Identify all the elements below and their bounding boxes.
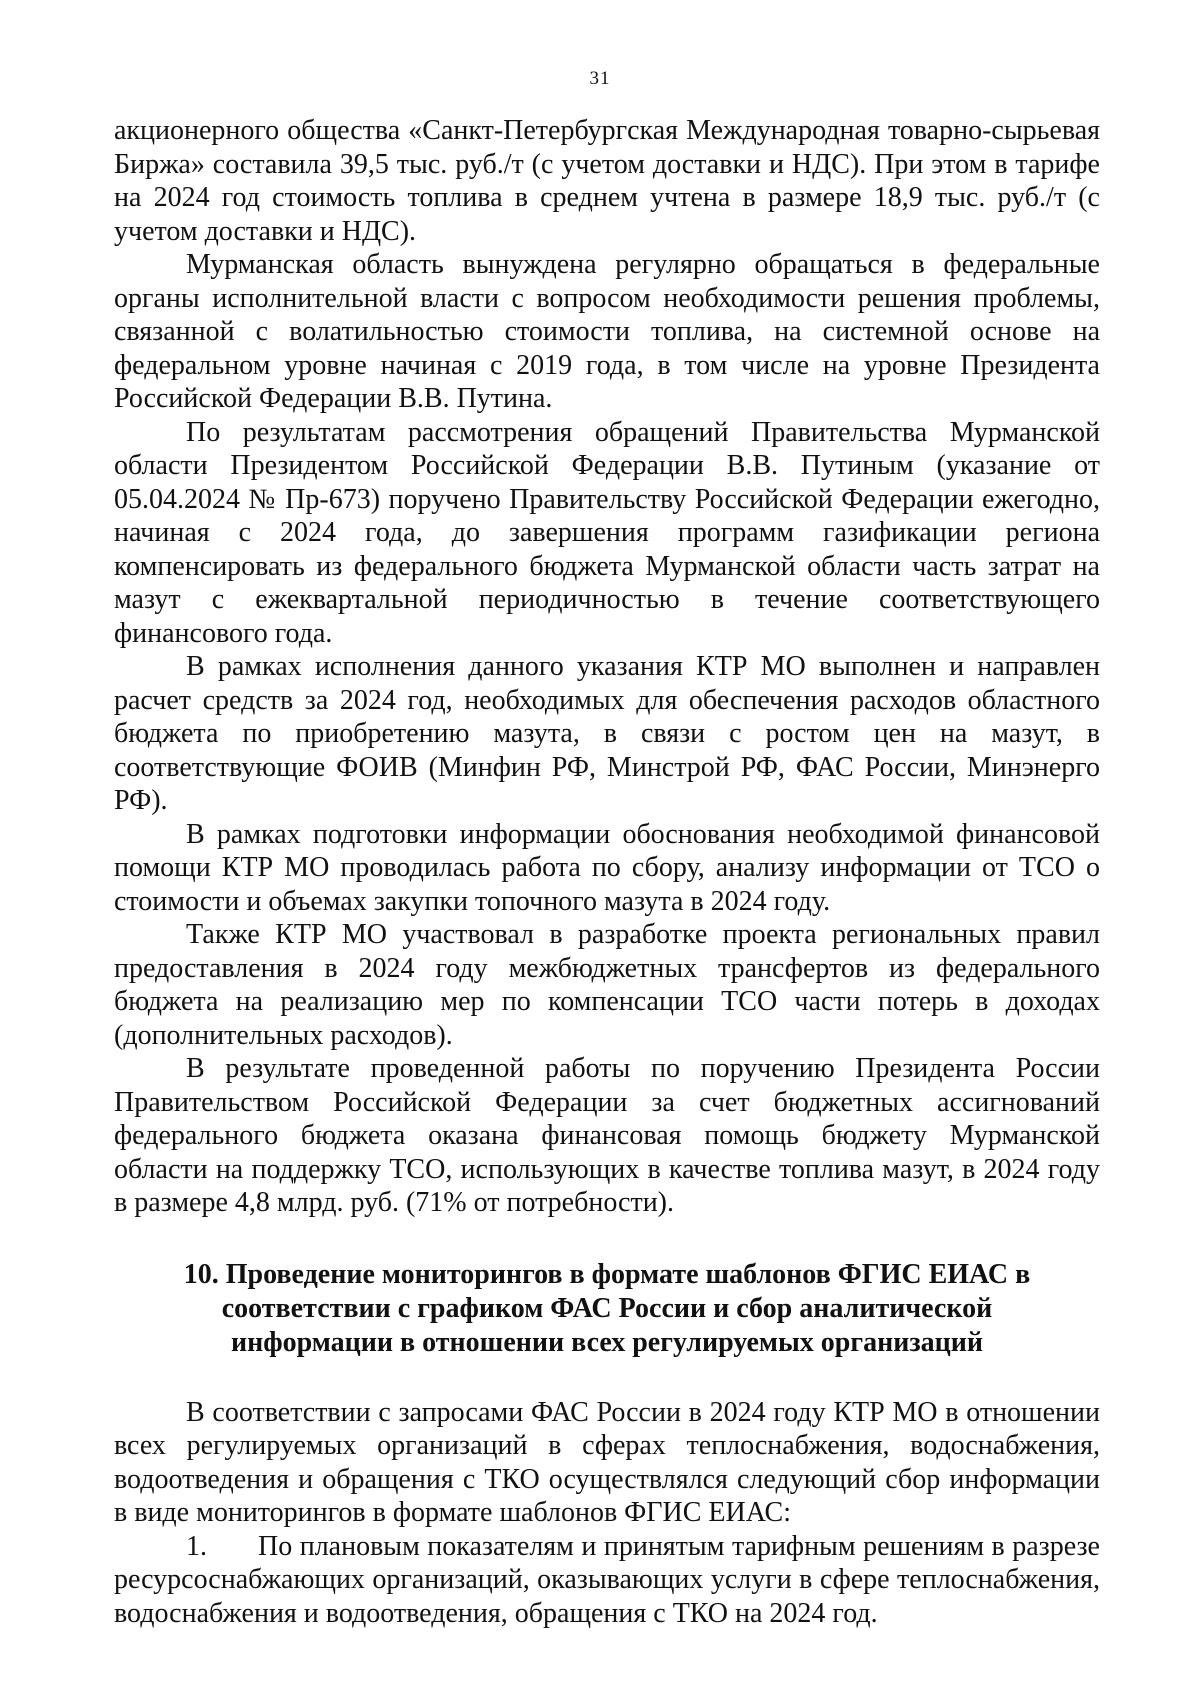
list-item-number: 1.: [186, 1530, 207, 1562]
section-intro: В соответствии с запросами ФАС России в 2024 году КТР МО в отношении всех регулируемых организаций в сферах теплоснабжения, водоснабжения, водоотведения и обращения с ТКО осуществлялся следующий сбор информации в виде мониторингов в формате шаблонов ФГИС ЕИАС:: [114, 1396, 1100, 1528]
paragraph: В рамках исполнения данного указания КТР МО выполнен и направлен расчет средств за 2024 год, необходимых для обеспечения расходов областного бюджета по приобретению мазута, в связи с ростом цен на мазут, в соответствующие ФОИВ (Минфин РФ, Минстрой РФ, ФАС России, Минэнерго РФ).: [114, 651, 1100, 816]
paragraph: По результатам рассмотрения обращений Правительства Мурманской области Президентом Российской Федерации В.В. Путиным (указание от 05.04.2024 № Пр-673) поручено Правительству Российской Федерации ежегодно, начиная с 2024 года, до завершения программ газификации региона компенсировать из федерального бюджета Мурманской области часть затрат на мазут с ежеквартальной периодичностью в течение соответствующего финансового года.: [114, 416, 1100, 649]
paragraph: Мурманская область вынуждена регулярно обращаться в федеральные органы исполнительной власти с вопросом необходимости решения проблемы, связанной с волатильностью стоимости топлива, на системной основе на федеральном уровне начиная с 2019 года, в том числе на уровне Президента Российской Федерации В.В. Путина.: [114, 249, 1100, 414]
document-body: [114, 114, 1100, 1630]
paragraph: Также КТР МО участвовал в разработке проекта региональных правил предоставления в 2024 году межбюджетных трансфертов из федерального бюджета на реализацию мер по компенсации ТСО части потерь в доходах (дополнительных расходов).: [114, 919, 1100, 1051]
list-item-text: По плановым показателям и принятым тарифным решениям в разрезе ресурсоснабжающих организаций, оказывающих услуги в сфере теплоснабжения, водоснабжения и водоотведения, обращения с ТКО на 2024 год.: [114, 1530, 1100, 1629]
page-number: 31: [589, 68, 611, 89]
paragraph: В результате проведенной работы по поручению Президента России Правительством Российской Федерации за счет бюджетных ассигнований федерального бюджета оказана финансовая помощь бюджету Мурманской области на поддержку ТСО, использующих в качестве топлива мазут, в 2024 году в размере 4,8 млрд. руб. (71% от потребности).: [114, 1053, 1100, 1218]
list-item: [114, 1530, 1100, 1631]
paragraph: В рамках подготовки информации обоснования необходимой финансовой помощи КТР МО проводилась работа по сбору, анализу информации от ТСО о стоимости и объемах закупки топочного мазута в 2024 году.: [114, 818, 1100, 917]
paragraph-continuation: акционерного общества «Санкт-Петербургская Международная товарно-сырьевая Биржа» составила 39,5 тыс. руб./т (с учетом доставки и НДС). При этом в тарифе на 2024 год стоимость топлива в среднем учтена в размере 18,9 тыс. руб./т (с учетом доставки и НДС).: [114, 115, 1100, 247]
section-heading: 10. Проведение мониторингов в формате шаблонов ФГИС ЕИАС в соответствии с графиком ФАС России и сбор аналитической информации в отношении всех регулируемых организаций: [183, 1258, 1031, 1358]
